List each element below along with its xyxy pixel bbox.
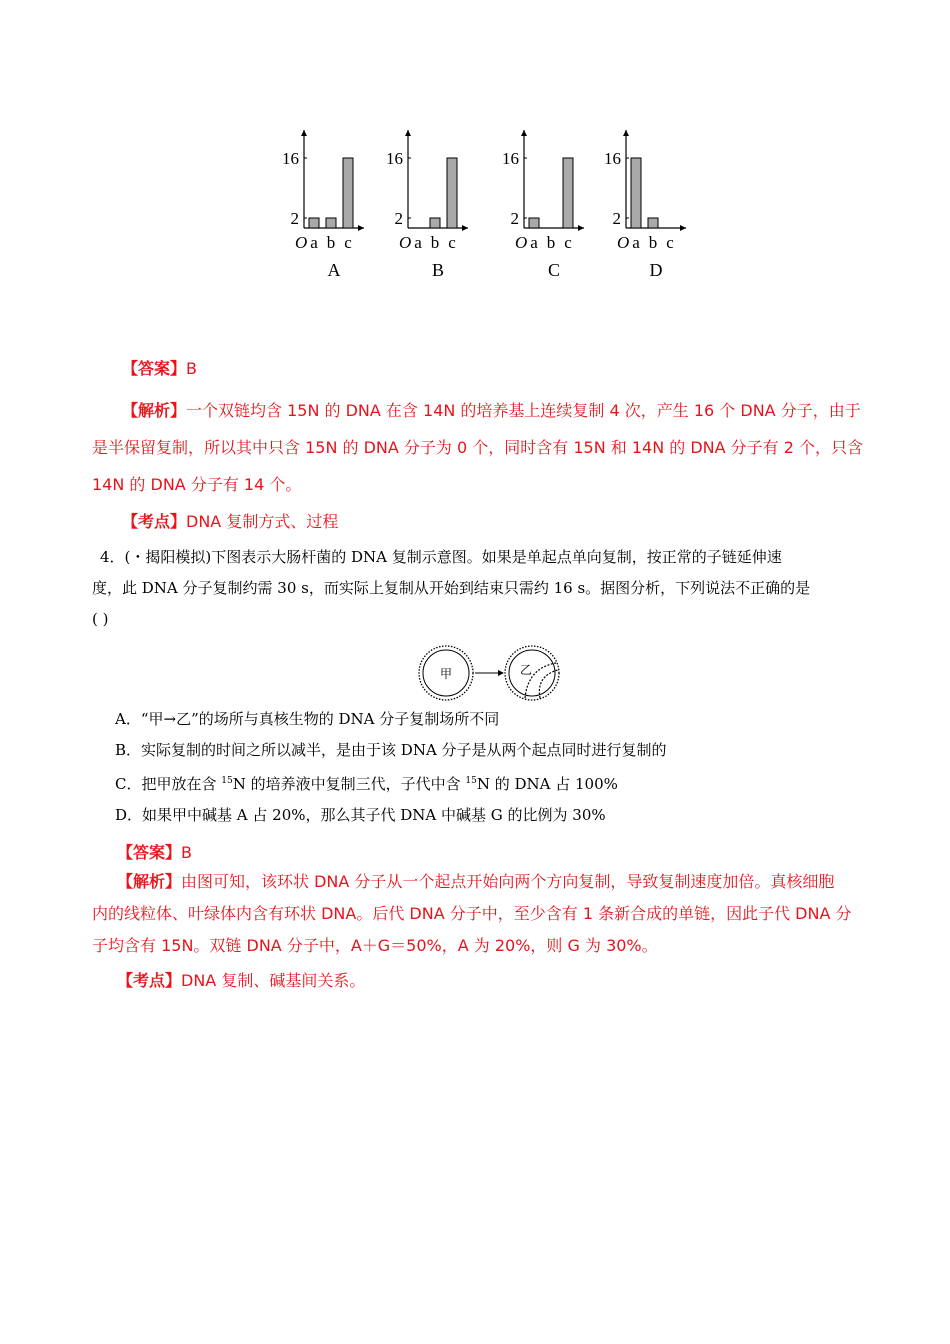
analysis-line: 14N 的 DNA 分子有 14 个。: [92, 475, 302, 494]
y-tick-label: 2: [290, 209, 299, 228]
bar: [309, 218, 319, 228]
origin-label: O: [399, 233, 412, 252]
answer-1: [92, 350, 882, 387]
bar: [343, 158, 353, 228]
point-tag: 【考点】: [122, 512, 187, 531]
x-axis-arrow: [358, 225, 364, 231]
option-d: D．如果甲中碱基 A 占 20%，那么其子代 DNA 中碱基 G 的比例为 30%: [115, 806, 606, 824]
point-value: DNA 复制、碱基间关系。: [181, 971, 366, 990]
question-bracket: ( ): [92, 610, 109, 628]
answer-tag: 【答案】: [117, 843, 182, 862]
y-axis-arrow: [405, 130, 411, 136]
y-axis-arrow: [301, 130, 307, 136]
point-value: DNA 复制方式、过程: [186, 512, 339, 531]
point-tag: 【考点】: [117, 971, 182, 990]
x-axis-arrow: [680, 225, 686, 231]
analysis-line: 一个双链均含 15N 的 DNA 在含 14N 的培养基上连续复制 4 次，产生 16 个 DNA 分子，由于: [186, 401, 861, 420]
y-tick-label: 16: [282, 149, 299, 168]
category-label: b: [648, 233, 658, 252]
point-2: [92, 962, 882, 999]
analysis-tag: 【解析】: [122, 401, 187, 420]
bar: [563, 158, 573, 228]
analysis-line: 由图可知，该环状 DNA 分子从一个起点开始向两个方向复制，导致复制速度加倍。真核细胞: [181, 872, 835, 891]
y-tick-label: 16: [386, 149, 403, 168]
option-a: A．“甲→乙”的场所与真核生物的 DNA 分子复制场所不同: [115, 710, 500, 728]
chart-title: C: [547, 260, 561, 280]
category-label: a: [310, 233, 318, 252]
analysis-line: 内的线粒体、叶绿体内含有环状 DNA。后代 DNA 分子中，至少含有 1 条新合成的单链，因此子代 DNA 分: [92, 904, 852, 923]
y-tick-label: 16: [502, 149, 519, 168]
category-label: c: [564, 233, 572, 252]
option-b: B．实际复制的时间之所以减半，是由于该 DNA 分子是从两个起点同时进行复制的: [115, 741, 667, 759]
bar: [430, 218, 440, 228]
category-label: a: [414, 233, 422, 252]
analysis-1: [92, 392, 882, 503]
origin-label: O: [515, 233, 528, 252]
y-tick-label: 2: [510, 209, 519, 228]
analysis-line: 是半保留复制，所以其中只含 15N 的 DNA 分子为 0 个，同时含有 15N 和 14N 的 DNA 分子有 2 个，只含: [92, 438, 864, 457]
y-axis-arrow: [521, 130, 527, 136]
chart-title: A: [327, 260, 341, 280]
chart-title: B: [431, 260, 445, 280]
y-tick-label: 2: [394, 209, 403, 228]
y-axis-arrow: [623, 130, 629, 136]
bar: [631, 158, 641, 228]
option-c: C．把甲放在含 $^{15}$N 的培养液中复制三代，子代中含 $^{15}$N 的 DNA 占 100%: [115, 775, 618, 793]
bar: [648, 218, 658, 228]
origin-label: O: [295, 233, 308, 252]
y-tick-label: 2: [612, 209, 621, 228]
question-line: 4．(・揭阳模拟)下图表示大肠杆菌的 DNA 复制示意图。如果是单起点单向复制，按正常的子链延伸速: [100, 548, 782, 566]
category-label: a: [530, 233, 538, 252]
dna-replication-diagram: [410, 640, 570, 706]
diagram-label-jia: 甲: [439, 667, 453, 681]
analysis-tag: 【解析】: [117, 872, 182, 891]
category-label: b: [546, 233, 556, 252]
category-label: c: [666, 233, 674, 252]
bar: [326, 218, 336, 228]
y-tick-label: 16: [604, 149, 621, 168]
point-1: [92, 503, 882, 540]
category-label: b: [430, 233, 440, 252]
answer-value: B: [186, 359, 197, 378]
bar: [529, 218, 539, 228]
category-label: b: [326, 233, 336, 252]
category-label: c: [448, 233, 456, 252]
diagram-label-yi: 乙: [519, 663, 533, 677]
answer-tag: 【答案】: [122, 359, 187, 378]
x-axis-arrow: [462, 225, 468, 231]
question-4: [92, 542, 882, 635]
analysis-2: [92, 866, 882, 962]
analysis-line: 子均含有 15N。双链 DNA 分子中，A＋G＝50%，A 为 20%，则 G 为 30%。: [92, 936, 658, 955]
options: [115, 704, 875, 831]
category-label: c: [344, 233, 352, 252]
answer-value: B: [181, 843, 192, 862]
bar: [447, 158, 457, 228]
x-axis-arrow: [578, 225, 584, 231]
chart-title: D: [649, 260, 663, 280]
origin-label: O: [617, 233, 630, 252]
answer-options-charts: [280, 120, 700, 290]
question-line: 度，此 DNA 分子复制约需 30 s，而实际上复制从开始到结束只需约 16 s。据图分析，下列说法不正确的是: [92, 579, 811, 597]
category-label: a: [632, 233, 640, 252]
